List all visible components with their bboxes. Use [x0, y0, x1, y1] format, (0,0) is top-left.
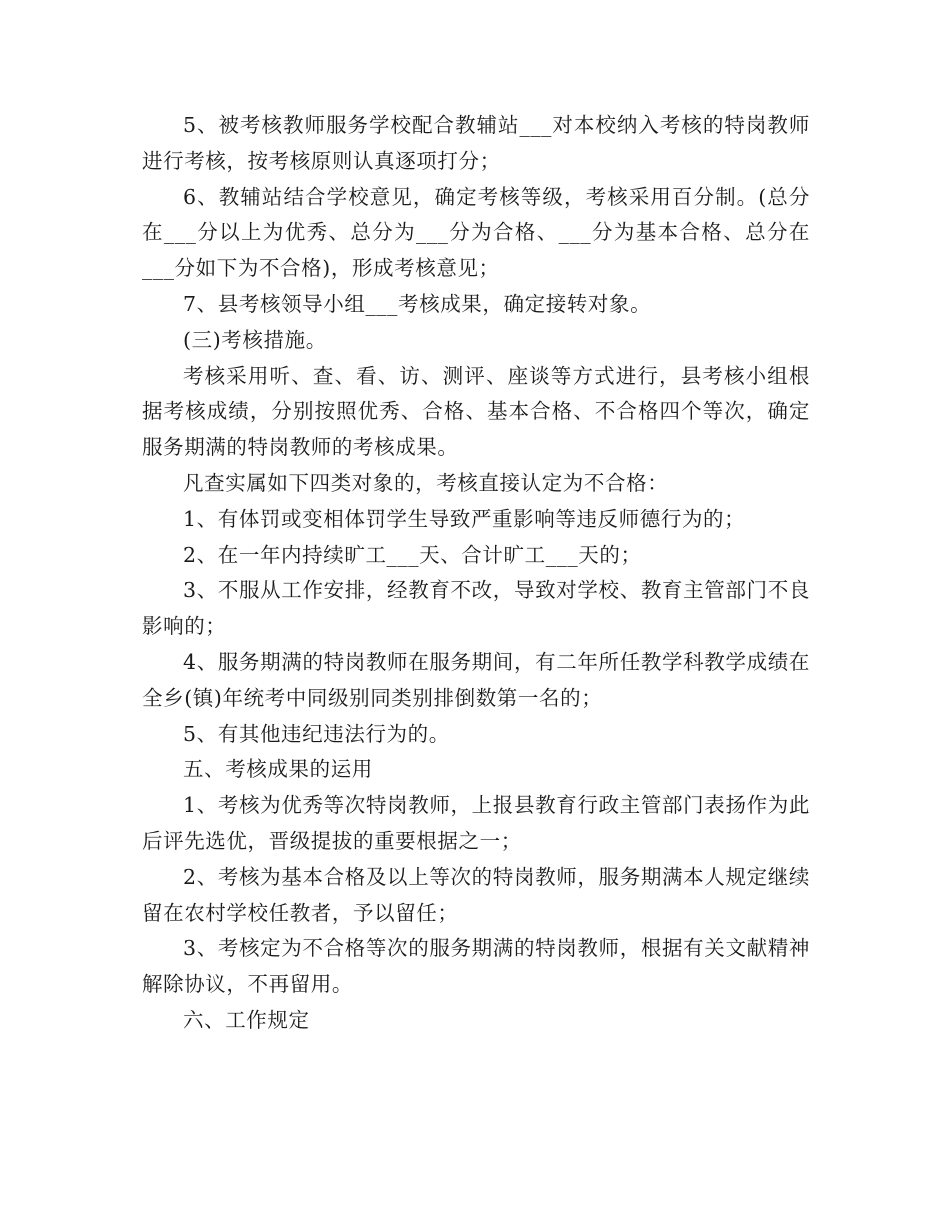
paragraph-unqualified-item-1: 1、有体罚或变相体罚学生导致严重影响等违反师德行为的；: [183, 506, 746, 531]
section-heading-assessment-measures: (三)考核措施。: [183, 327, 327, 352]
paragraph-assessment-step-7: 7、县考核领导小组___考核成果，确定接转对象。: [183, 291, 652, 316]
paragraph-unqualified-item-3: 3、不服从工作安排，经教育不改，导致对学校、教育主管部门不良影响的；: [142, 578, 810, 639]
paragraph-results-item-1: 1、考核为优秀等次特岗教师，上报县教育行政主管部门表扬作为此后评先选优，晋级提拔的重要根据之一；: [142, 793, 810, 853]
paragraph-assessment-step-5: 5、被考核教师服务学校配合教辅站___对本校纳入考核的特岗教师进行考核，按考核原则认真逐项打分；: [142, 113, 810, 173]
section-heading-results-usage: 五、考核成果的运用: [183, 757, 373, 782]
section-heading-work-rules: 六、工作规定: [183, 1007, 310, 1032]
document-body: [142, 108, 810, 1039]
paragraph-results-item-2: 2、考核为基本合格及以上等次的特岗教师，服务期满本人规定继续留在农村学校任教者，予以留任；: [142, 864, 810, 925]
paragraph-unqualified-item-5: 5、有其他违纪违法行为的。: [183, 721, 450, 746]
paragraph-results-item-3: 3、考核定为不合格等次的服务期满的特岗教师，根据有关文献精神解除协议，不再留用。: [142, 936, 810, 997]
paragraph-unqualified-item-2: 2、在一年内持续旷工___天、合计旷工___天的；: [183, 542, 642, 567]
paragraph-assessment-methods: 考核采用听、查、看、访、测评、座谈等方式进行，县考核小组根据考核成绩，分别按照优秀、合格、基本合格、不合格四个等次，确定服务期满的特岗教师的考核成果。: [142, 363, 810, 460]
paragraph-assessment-step-6: 6、教辅站结合学校意见，确定考核等级，考核采用百分制。(总分在___分以上为优秀、总分为___分为合格、___分为基本合格、总分在___分如下为不合格)，形成考核意见；: [142, 184, 810, 281]
paragraph-unqualified-intro: 凡查实属如下四类对象的，考核直接认定为不合格：: [183, 470, 669, 495]
paragraph-unqualified-item-4: 4、服务期满的特岗教师在服务期间，有二年所任教学科教学成绩在全乡(镇)年统考中同级别同类别排倒数第一名的；: [142, 649, 810, 710]
